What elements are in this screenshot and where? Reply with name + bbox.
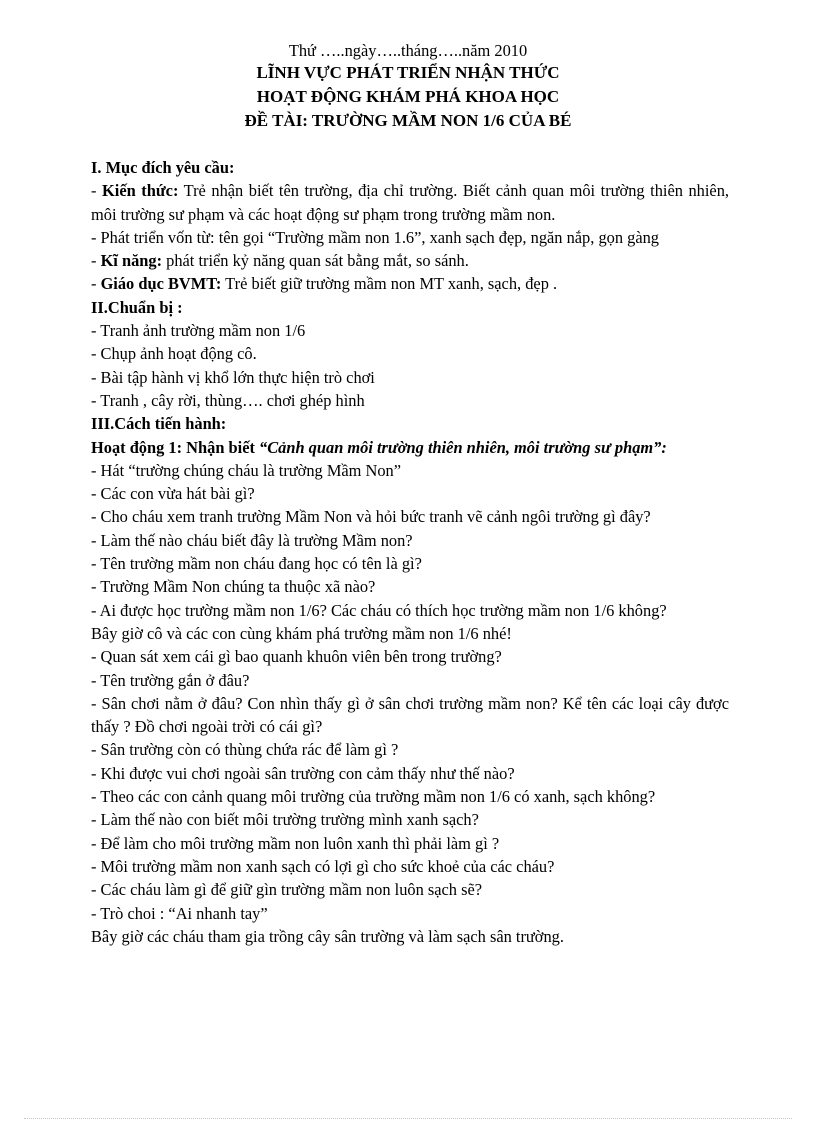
knowledge-label: Kiến thức: xyxy=(102,181,179,201)
skill-text: phát triển kỷ năng quan sát bằng mắt, so sánh. xyxy=(162,251,469,271)
procedure-line: - Trò choi : “Ai nhanh tay” xyxy=(91,903,268,923)
document-body xyxy=(91,156,729,948)
section-3-title: III.Cách tiến hành: xyxy=(91,414,227,434)
procedure-line: - Khi được vui chơi ngoài sân trường con cảm thấy như thế nào? xyxy=(91,763,515,783)
section-1-title: I. Mục đích yêu cầu: xyxy=(91,158,235,177)
procedure-line: - Sân chơi nằm ở đâu? Con nhìn thấy gì ở sân chơi trường mầm non? Kể tên các loại cây được thấy ? Đồ chơi ngoài trời có cái gì? xyxy=(91,693,729,737)
page-bottom-divider xyxy=(24,1118,792,1119)
field-title: LĨNH VỰC PHÁT TRIỂN NHẬN THỨC xyxy=(256,63,560,82)
activity-title: HOẠT ĐỘNG KHÁM PHÁ KHOA HỌC xyxy=(256,87,560,106)
procedure-line: - Hát “trường chúng cháu là trường Mầm Non” xyxy=(91,460,402,480)
procedure-line: Bây giờ cô và các con cùng khám phá trường mầm non 1/6 nhé! xyxy=(91,623,512,643)
prep-item: - Tranh , cây rời, thùng…. chơi ghép hình xyxy=(91,390,365,410)
procedure-line: - Quan sát xem cái gì bao quanh khuôn viên bên trong trường? xyxy=(91,647,502,667)
prep-item: - Tranh ảnh trường mầm non 1/6 xyxy=(91,321,306,341)
procedure-line: - Theo các con cảnh quang môi trường của trường mầm non 1/6 có xanh, sạch không? xyxy=(91,787,656,807)
edu-label: Giáo dục BVMT: xyxy=(100,274,222,294)
procedure-line: - Các con vừa hát bài gì? xyxy=(91,484,255,504)
procedure-line: - Sân trường còn có thùng chứa rác để làm gì ? xyxy=(91,740,399,760)
activity-1-label: Hoạt động 1: Nhận biết xyxy=(91,437,260,457)
procedure-line: - Làm thế nào con biết môi trường trường mình xanh sạch? xyxy=(91,810,479,830)
vocab-paragraph: - Phát triển vốn từ: tên gọi “Trường mầm non 1.6”, xanh sạch đẹp, ngăn nắp, gọn gàng xyxy=(91,227,659,247)
procedure-line: - Trường Mầm Non chúng ta thuộc xã nào? xyxy=(91,577,376,597)
topic-title: ĐỀ TÀI: TRƯỜNG MẦM NON 1/6 CỦA BÉ xyxy=(244,111,572,130)
skill-label: Kĩ năng: xyxy=(100,251,163,271)
procedure-line: - Tên trường gắn ở đâu? xyxy=(91,670,250,690)
procedure-line: - Môi trường mầm non xanh sạch có lợi gì cho sức khoẻ của các cháu? xyxy=(91,856,555,876)
knowledge-paragraph: - Kiến thức: Trẻ nhận biết tên trường, địa chỉ trường. Biết cảnh quan môi trường thiên nhiên, môi trường sư phạm và các hoạt động sư phạm trong trường mầm non. xyxy=(91,181,729,224)
procedure-line: Bây giờ các cháu tham gia trồng cây sân trường và làm sạch sân trường. xyxy=(91,926,564,946)
prep-item: - Bài tập hành vị khổ lớn thực hiện trò chơi xyxy=(91,367,375,387)
procedure-line: - Ai được học trường mầm non 1/6? Các cháu có thích học trường mầm non 1/6 không? xyxy=(91,600,667,620)
procedure-line: - Để làm cho môi trường mầm non luôn xanh thì phải làm gì ? xyxy=(91,833,500,853)
date-line: Thứ …..ngày…..tháng…..năm 2010 xyxy=(288,41,528,60)
activity-1-title: “Cảnh quan môi trường thiên nhiên, môi trường sư phạm”: xyxy=(259,437,667,457)
procedure-line: - Cho cháu xem tranh trường Mầm Non và hỏi bức tranh vẽ cảnh ngôi trường gì đây? xyxy=(91,507,651,527)
prep-item: - Chụp ảnh hoạt động cô. xyxy=(91,344,257,364)
procedure-line: - Các cháu làm gì để giữ gìn trường mầm non luôn sạch sẽ? xyxy=(91,880,483,900)
edu-text: Trẻ biết giữ trường mầm non MT xanh, sạch, đẹp . xyxy=(221,274,558,294)
section-2-title: II.Chuẩn bị : xyxy=(91,297,183,317)
knowledge-text: Trẻ nhận biết tên trường, địa chỉ trường. Biết cảnh quan môi trường thiên nhiên, môi trường sư phạm và các hoạt động sư phạm trong trường mầm non. xyxy=(91,181,729,224)
edu-paragraph: - Giáo dục BVMT: Trẻ biết giữ trường mầm non MT xanh, sạch, đẹp . xyxy=(91,274,558,294)
activity-1-heading xyxy=(91,436,729,459)
procedure-line: - Làm thế nào cháu biết đây là trường Mầm non? xyxy=(91,530,413,550)
skill-paragraph: - Kĩ năng: phát triển kỷ năng quan sát bằng mắt, so sánh. xyxy=(91,251,469,271)
procedure-line: - Tên trường mầm non cháu đang học có tên là gì? xyxy=(91,554,422,574)
